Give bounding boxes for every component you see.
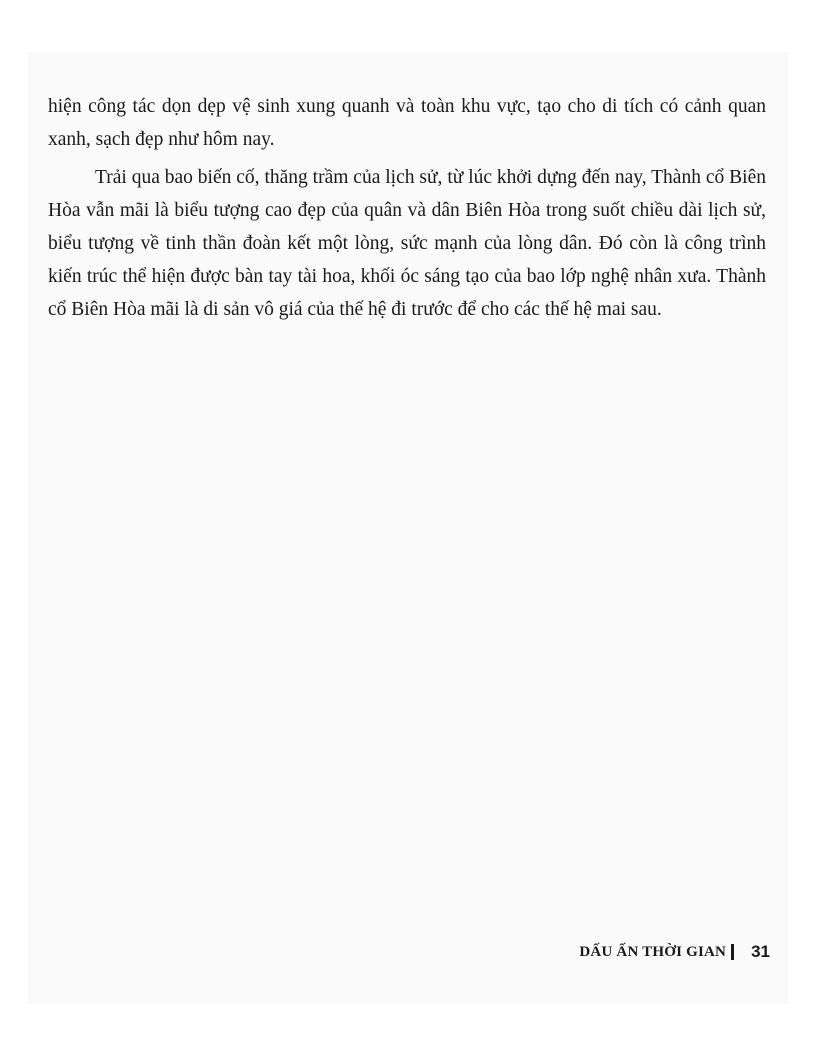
page-footer [579,940,770,964]
page-number: 31 [751,942,770,961]
paragraph-continued: hiện công tác dọn dẹp vệ sinh xung quanh và toàn khu vực, tạo cho di tích có cảnh quan xanh, sạch đẹp như hôm nay. [48,96,766,150]
paragraph: Trải qua bao biến cố, thăng trầm của lịch sử, từ lúc khởi dựng đến nay, Thành cổ Biên Hòa vẫn mãi là biểu tượng cao đẹp của quân và dân Biên Hòa trong suốt chiều dài lịch sử, biểu tượng về tinh thần đoàn kết một lòng, sức mạnh của lòng dân. Đó còn là công trình kiến trúc thể hiện được bàn tay tài hoa, khối óc sáng tạo của bao lớp nghệ nhân xưa. Thành cổ Biên Hòa mãi là di sản vô giá của thế hệ đi trước để cho các thế hệ mai sau. [48,167,766,320]
body-text [48,90,766,331]
running-title: DẤU ẤN THỜI GIAN [579,943,727,960]
footer-divider [731,944,734,960]
